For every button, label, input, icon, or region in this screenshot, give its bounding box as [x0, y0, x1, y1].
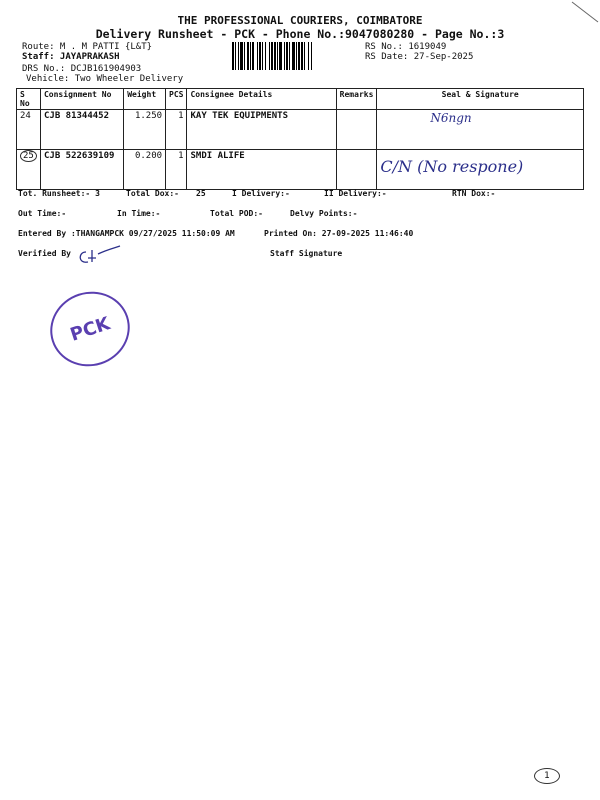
weight-cell: 1.250 [124, 110, 166, 150]
staff-label: Staff: JAYAPRAKASH [22, 52, 120, 62]
rtn-dox-label: RTN Dox:- [452, 189, 496, 198]
consignee-cell: SMDI ALIFE [187, 150, 336, 190]
column-header: S No [17, 89, 41, 110]
rs-number: RS No.: 1619049 [365, 42, 447, 52]
pck-stamp: PCK [41, 281, 140, 376]
handwritten-signature: N6ngn [430, 111, 472, 125]
column-header: Remarks [336, 89, 377, 110]
total-runsheet: Tot. Runsheet:- 3 [18, 189, 100, 198]
signature-cell [377, 110, 584, 150]
rs-date: RS Date: 27-Sep-2025 [365, 52, 474, 62]
document-title: THE PROFESSIONAL COURIERS, COIMBATORE [177, 14, 423, 27]
consignment-cell: CJB 81344452 [40, 110, 123, 150]
column-header: PCS [166, 89, 187, 110]
barcode-bar [312, 42, 313, 70]
printed-on: Printed On: 27-09-2025 11:46:40 [264, 229, 414, 238]
sno-cell: 24 [17, 110, 41, 150]
pcs-cell: 1 [166, 150, 187, 190]
delvy-points-label: Delvy Points:- [290, 209, 358, 218]
staff-signature-label: Staff Signature [270, 249, 343, 258]
total-dox-value: 25 [196, 189, 206, 198]
vehicle-label: Vehicle: Two Wheeler Delivery [26, 74, 184, 84]
consignment-cell: CJB 522639109 [40, 150, 123, 190]
remarks-cell [336, 150, 377, 190]
route-label: Route: M . M PATTI {L&T} [22, 42, 153, 52]
total-dox-label: Total Dox:- [126, 189, 179, 198]
column-header: Seal & Signature [377, 89, 584, 110]
document-subtitle: Delivery Runsheet - PCK - Phone No.:9047080280 - Page No.:3 [95, 27, 505, 41]
verified-by-label: Verified By [18, 249, 71, 258]
total-pod-label: Total POD:- [210, 209, 263, 218]
table-row [17, 110, 584, 150]
entered-by: Entered By :THANGAMPCK 09/27/2025 11:50:09 AM [18, 229, 235, 238]
corner-mark [570, 0, 600, 24]
in-time-label: In Time:- [117, 209, 161, 218]
table-header-row [17, 89, 584, 110]
column-header: Consignee Details [187, 89, 336, 110]
verifier-signature [76, 244, 122, 266]
barcode [232, 42, 360, 70]
weight-cell: 0.200 [124, 150, 166, 190]
signature-cell [377, 150, 584, 190]
handwritten-remark: C/N (No respone) [380, 157, 524, 176]
remarks-cell [336, 110, 377, 150]
consignee-cell: KAY TEK EQUIPMENTS [187, 110, 336, 150]
column-header: Weight [124, 89, 166, 110]
drs-number: DRS No.: DCJB161904903 [22, 64, 142, 74]
sno-cell [17, 150, 41, 190]
i-delivery-label: I Delivery:- [232, 189, 290, 198]
table-row [17, 150, 584, 190]
ii-delivery-label: II Delivery:- [324, 189, 387, 198]
out-time-label: Out Time:- [18, 209, 67, 218]
column-header: Consignment No [40, 89, 123, 110]
runsheet-table [16, 88, 584, 190]
pcs-cell: 1 [166, 110, 187, 150]
page-mark: 1 [534, 768, 560, 784]
sno-circled: 25 [20, 150, 37, 162]
